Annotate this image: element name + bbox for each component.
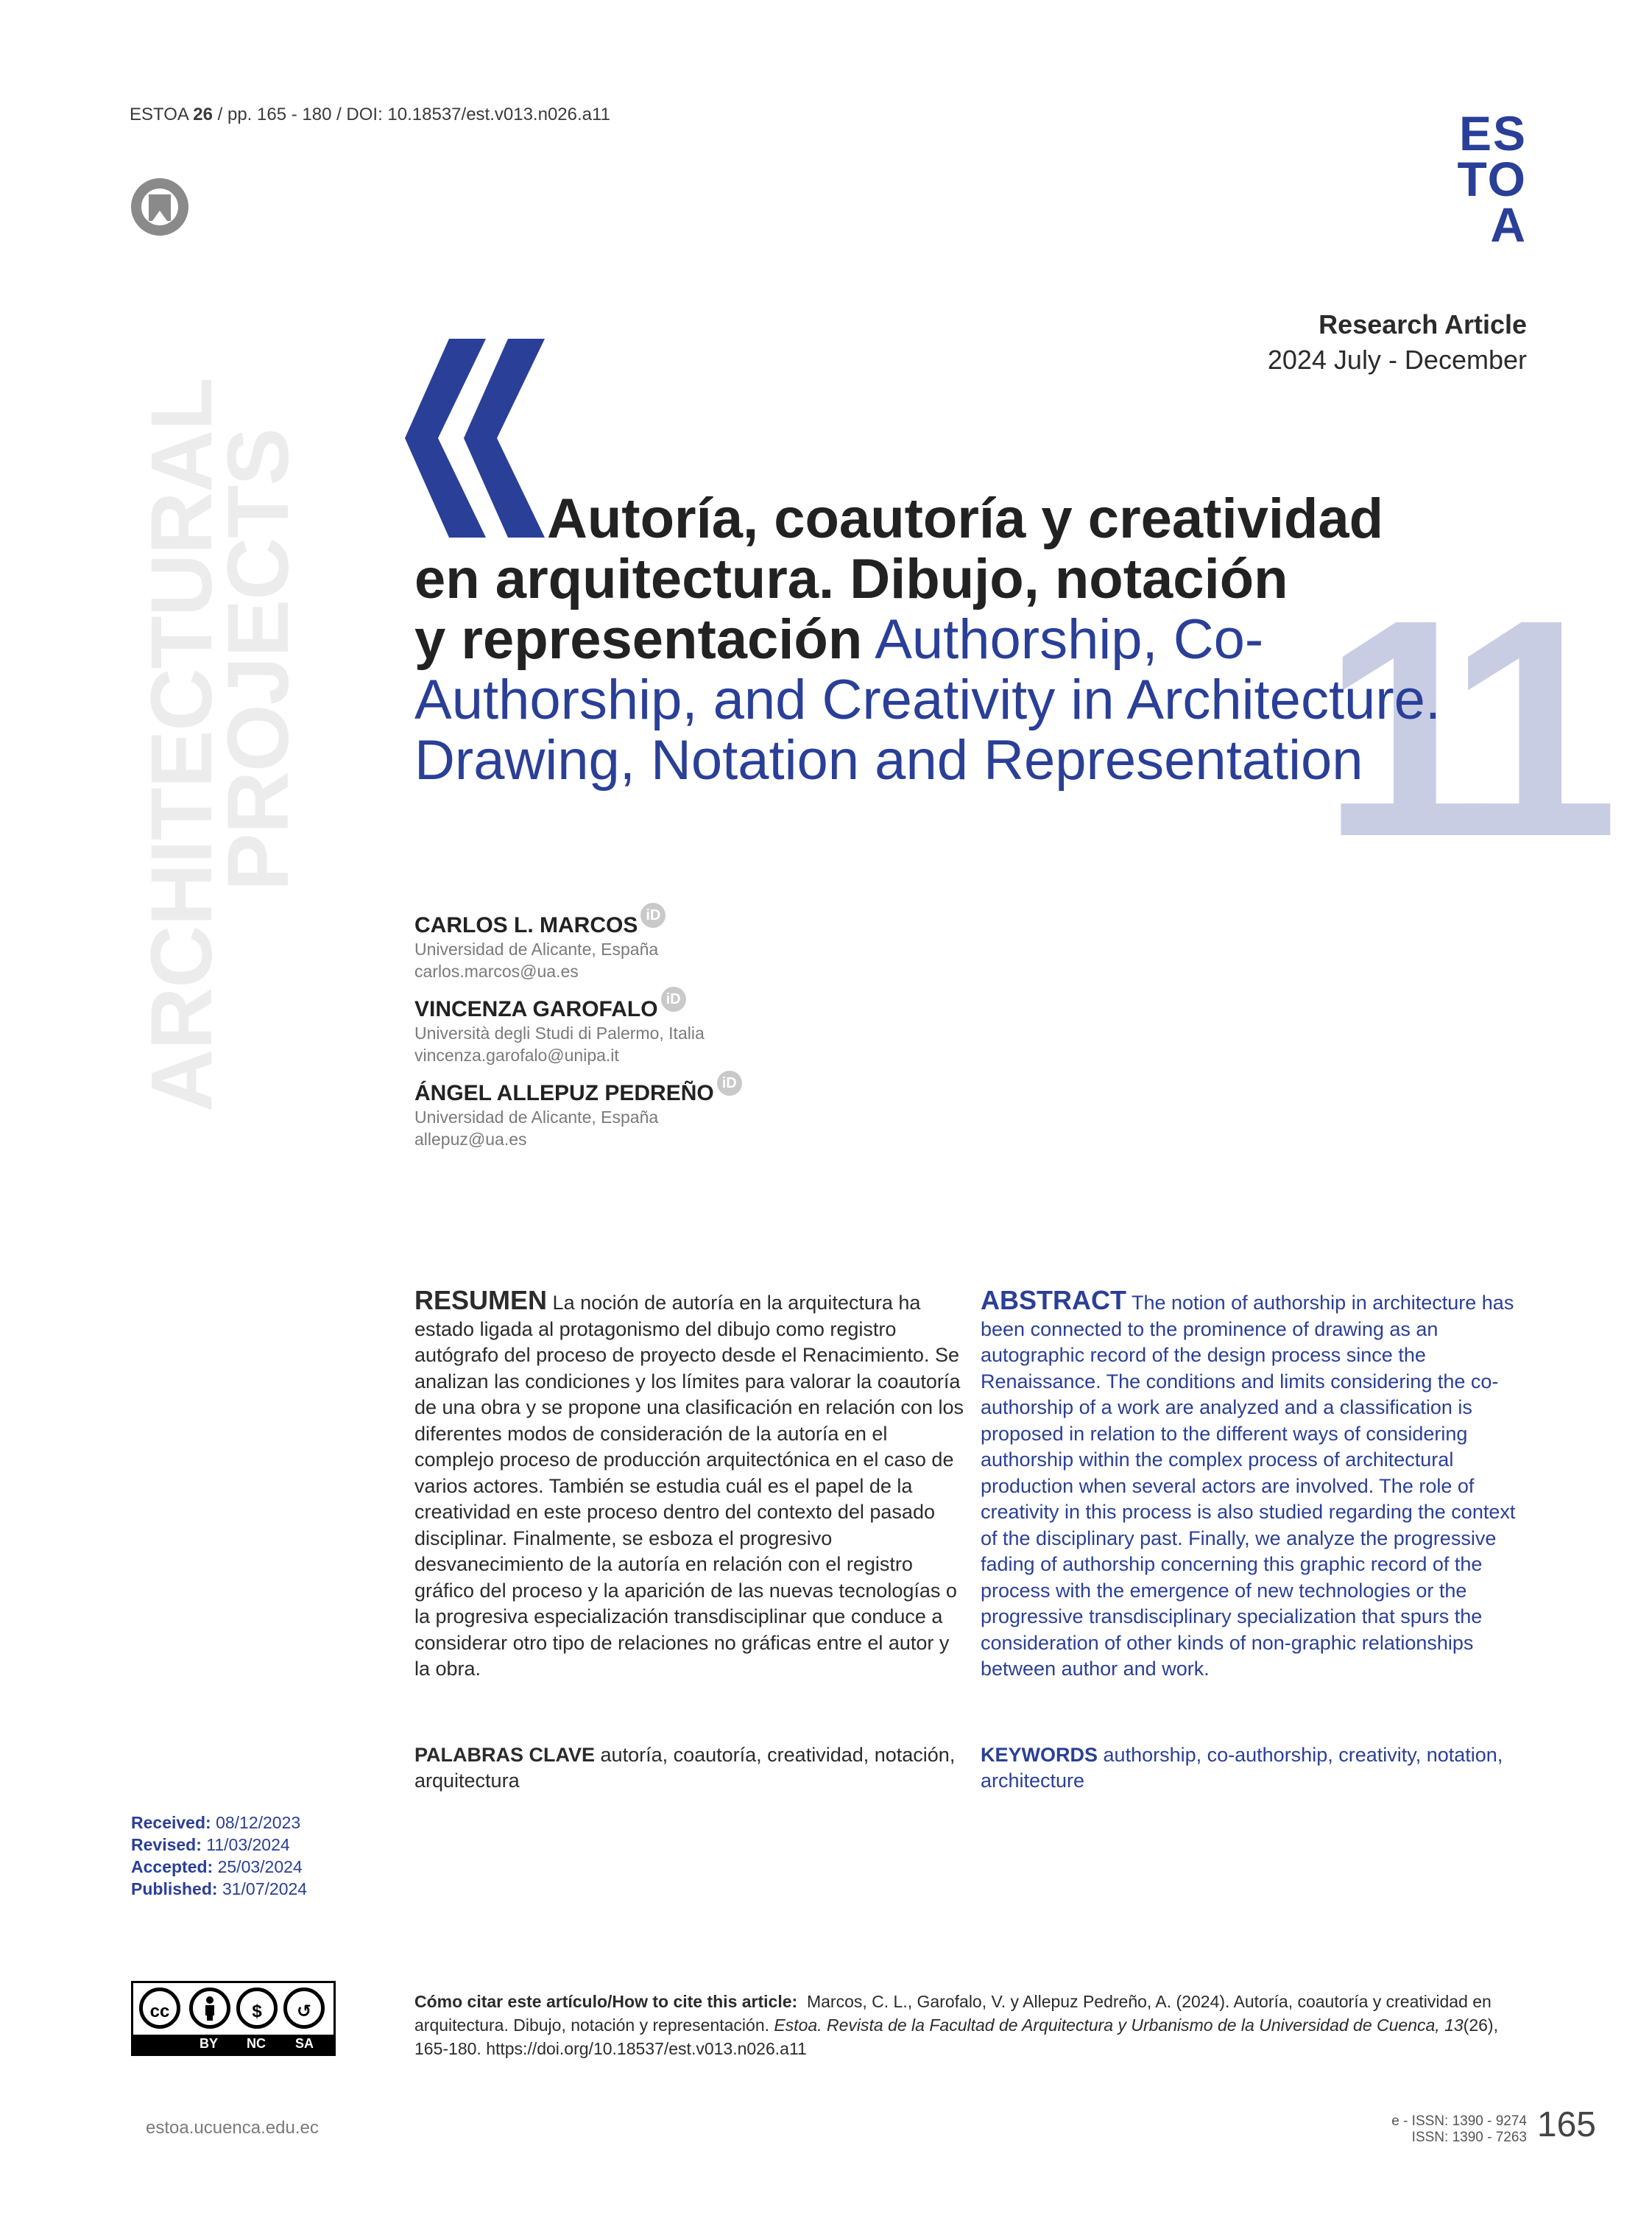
publication-dates: [131, 1812, 307, 1900]
journal-header: [130, 105, 610, 125]
keywords-en-text: authorship, co-authorship, creativity, notation, architecture: [981, 1744, 1503, 1792]
cc-license-badge[interactable]: [131, 1981, 336, 2056]
resumen-block: [414, 1287, 967, 1683]
published-date: [131, 1878, 307, 1900]
revised-date: [131, 1834, 307, 1856]
author-name: VINCENZA GAROFALO: [414, 997, 658, 1021]
citation-text: Marcos, C. L., Garofalo, V. y Allepuz Pedreño, A. (2024). Autoría, coautoría y creatividad en arquitectura. Dibujo, notación y representación.: [414, 1992, 1492, 2035]
author-entry: [414, 1075, 1003, 1150]
cc-icon: cc: [139, 1988, 180, 2029]
published-label: Published:: [131, 1879, 218, 1898]
resumen-text: La noción de autoría en la arquitectura ha estado ligada al protagonismo del dibujo como registro autógrafo del proceso de proyecto desde el Renacimiento. Se analizan las condiciones y los límites para valorar la coautoría de una obra y se propone una clasificación en relación con los diferentes modos de consideración de la autoría en el complejo proceso de producción arquitectónica en el caso de varios actores. También se estudia cuál es el papel de la creatividad en este proceso dentro del contexto del pasado disciplinar. Finalmente, se esboza el progresivo desvanecimiento de la autoría en relación con el registro gráfico del proceso y la aparición de las nuevas tecnologías o la progresiva especialización transdisciplinar que conduce a considerar otro tipo de relaciones no gráficas entre el autor y la obra.: [414, 1292, 964, 1680]
logo-line: TO: [1457, 152, 1527, 206]
section-label: [133, 378, 307, 1112]
title-es-line1: Autoría, coautoría y creatividad: [547, 487, 1384, 550]
abstract-block: [981, 1287, 1533, 1683]
author-affiliation: Universidad de Alicante, España: [414, 1108, 659, 1127]
keywords-es: [414, 1742, 967, 1794]
issue-number: 26: [193, 105, 213, 124]
author-list: [414, 907, 1003, 1165]
accepted-label: Accepted:: [131, 1857, 213, 1876]
resumen-heading: RESUMEN: [414, 1285, 548, 1315]
received-date: [131, 1812, 307, 1834]
publication-period: 2024 July - December: [1267, 345, 1527, 375]
cc-label-by: BY: [200, 2036, 219, 2051]
received-value: 08/12/2023: [216, 1813, 301, 1832]
revised-label: Revised:: [131, 1835, 202, 1854]
eissn-label: e - ISSN:: [1391, 2113, 1449, 2129]
title-en-part2: Authorship, and Creativity in Architecture.: [414, 669, 1441, 731]
title-es-line2: en arquitectura. Dibujo, notación: [414, 548, 1288, 610]
citation-issue-doi[interactable]: (26), 165-180. https://doi.org/10.18537/est.v013.n026.a11: [414, 2015, 1498, 2058]
page-number: 165: [1536, 2105, 1596, 2144]
keywords-es-label: PALABRAS CLAVE: [414, 1744, 596, 1766]
keywords-es-text: autoría, coautoría, creatividad, notación, arquitectura: [414, 1744, 956, 1792]
footer-website-link[interactable]: estoa.ucuenca.edu.ec: [146, 2118, 319, 2138]
citation-label: Cómo citar este artículo/How to cite this article:: [414, 1992, 798, 2011]
pages-doi: / pp. 165 - 180 / DOI: 10.18537/est.v013.n026.a11: [217, 105, 610, 124]
author-affiliation: Universidad de Alicante, España: [414, 940, 659, 959]
author-name: ÁNGEL ALLEPUZ PEDREÑO: [414, 1081, 714, 1105]
abstract-heading: ABSTRACT: [981, 1285, 1126, 1315]
cc-label-sa: SA: [295, 2036, 314, 2051]
author-name: CARLOS L. MARCOS: [414, 913, 638, 937]
author-entry: [414, 991, 1003, 1066]
orcid-icon[interactable]: iD: [661, 987, 686, 1012]
keywords-en: [981, 1742, 1533, 1794]
accepted-value: 25/03/2024: [217, 1857, 303, 1876]
citation-block: [414, 1990, 1519, 2060]
author-affiliation: Università degli Studi di Palermo, Italia: [414, 1024, 705, 1043]
title-es-line3: y representación: [414, 608, 863, 671]
author-email[interactable]: allepuz@ua.es: [414, 1130, 527, 1149]
issn-value: 1390 - 7263: [1452, 2130, 1527, 2145]
abstract-text: The notion of authorship in architecture has been connected to the prominence of drawing as an autographic record of the design process since the Renaissance. The conditions and limits considering the co-authorship of a work are analyzed and a classification is proposed in relation to the different ways of considering authorship within the complex process of architectural production when several actors are involved. The role of creativity in this process is also studied regarding the context of the disciplinary past. Finally, we analyze the progressive fading of authorship concerning this graphic record of the process with the emergence of new technologies or the progressive transdisciplinary specialization that spurs the consideration of other kinds of non-graphic relationships between author and work.: [981, 1292, 1516, 1680]
author-email[interactable]: vincenza.garofalo@unipa.it: [414, 1046, 619, 1065]
title-en-part3: Drawing, Notation and Representation: [414, 729, 1363, 792]
article-title: [414, 489, 1504, 791]
eissn-value: 1390 - 9274: [1452, 2113, 1527, 2129]
issn-label: ISSN:: [1411, 2130, 1449, 2145]
article-type-block: [1268, 309, 1527, 376]
nc-dollar-icon: $: [236, 1988, 278, 2029]
author-entry: [414, 907, 1003, 982]
sa-share-icon: ↺: [283, 1988, 325, 2029]
revised-value: 11/03/2024: [206, 1835, 290, 1854]
by-person-icon: [189, 1988, 230, 2029]
citation-journal: Estoa. Revista de la Facultad de Arquitectura y Urbanismo de la Universidad de Cuenca, 13: [774, 2015, 1464, 2035]
author-email[interactable]: carlos.marcos@ua.es: [414, 962, 579, 981]
article-number: 11: [1321, 556, 1589, 901]
title-en-part1: Authorship, Co-: [875, 608, 1264, 671]
estoa-logo: [1457, 106, 1527, 252]
orcid-icon[interactable]: iD: [717, 1071, 742, 1096]
keywords-en-label: KEYWORDS: [981, 1744, 1098, 1766]
issn-block: [1391, 2113, 1527, 2146]
section-label-line1: ARCHITECTURAL: [133, 378, 230, 1112]
published-value: 31/07/2024: [222, 1879, 308, 1898]
orcid-icon[interactable]: iD: [640, 903, 666, 928]
logo-line: A: [1490, 197, 1527, 252]
open-access-bookmark-icon: [131, 178, 188, 236]
article-type: Research Article: [1319, 309, 1527, 339]
section-label-line2: PROJECTS: [210, 428, 307, 891]
accepted-date: [131, 1856, 307, 1878]
cc-label-nc: NC: [247, 2036, 266, 2051]
received-label: Received:: [131, 1813, 211, 1832]
journal-name: ESTOA: [130, 105, 188, 124]
logo-line: ES: [1458, 106, 1527, 161]
